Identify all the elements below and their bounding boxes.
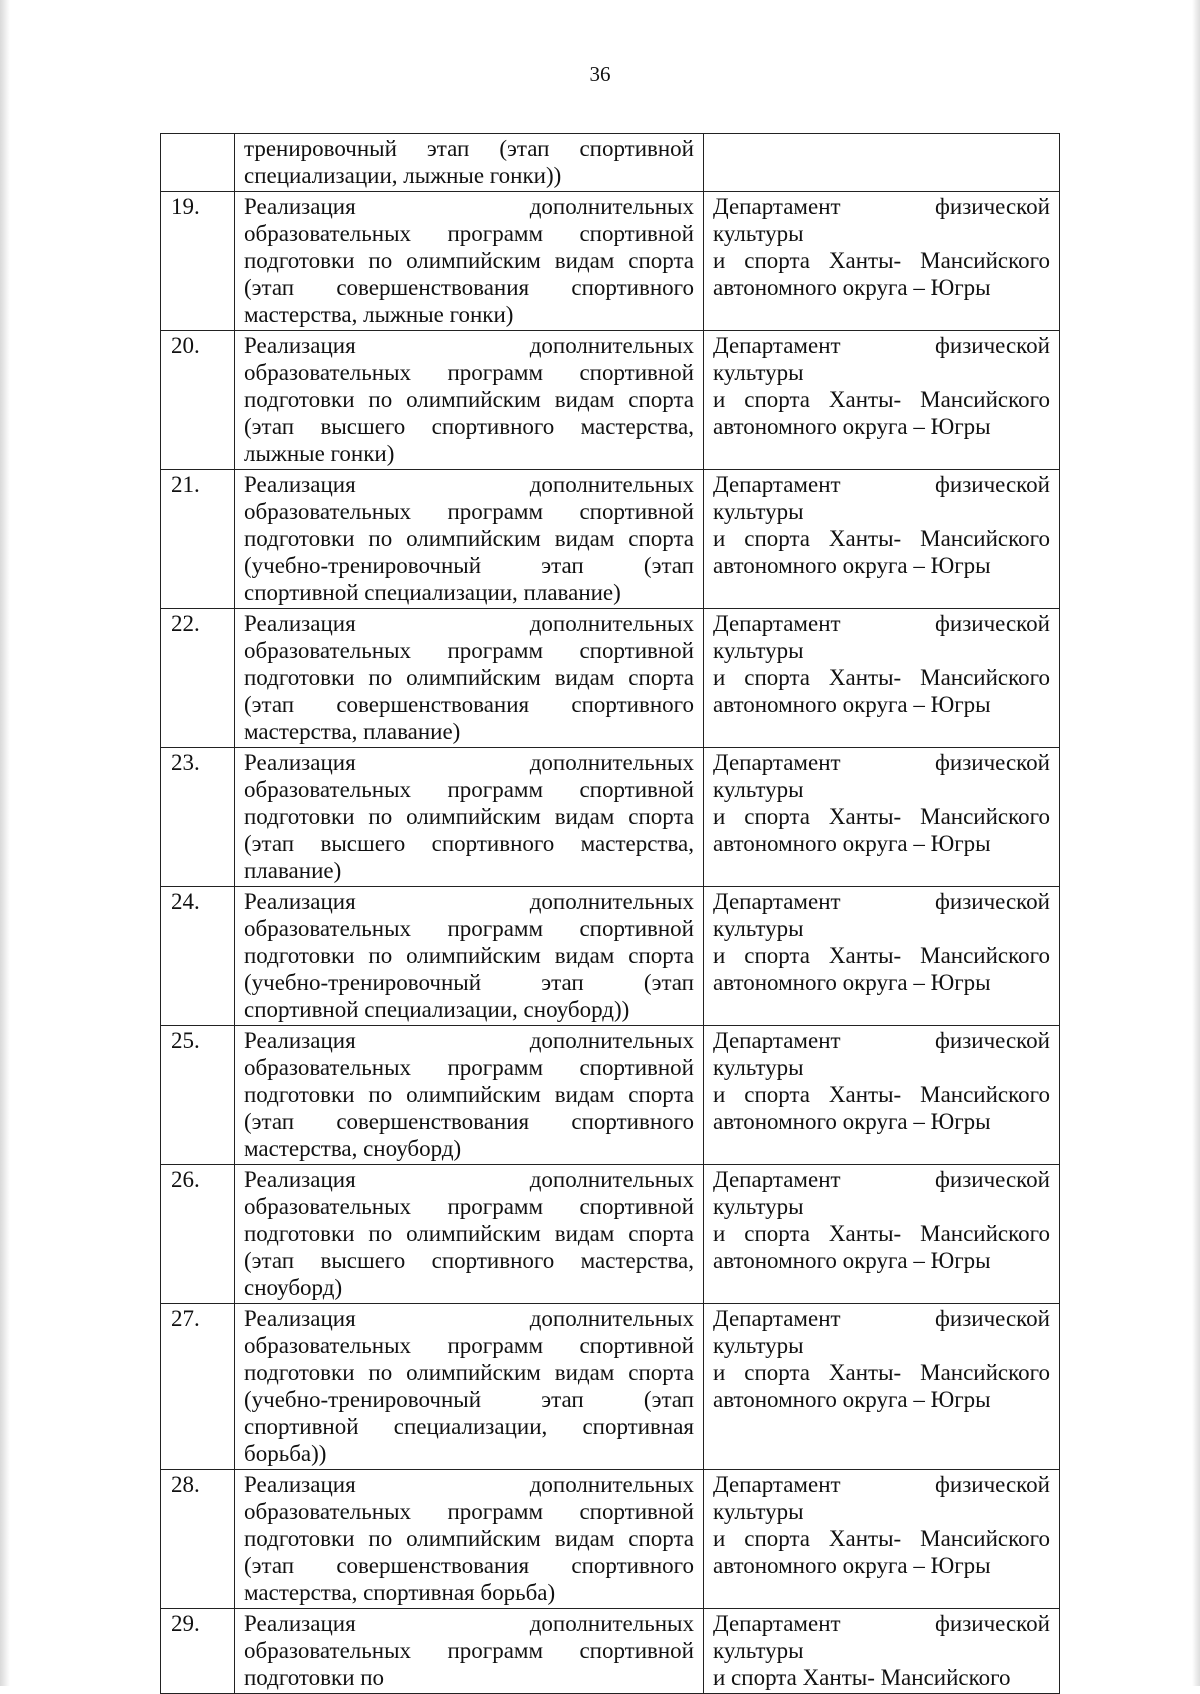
- measure-description: Реализация дополнительных образовательных программ спортивной подготовки по олимпийским видам спорта (этап совершенствования спортивного мастерства, спортивная борьба): [235, 1470, 704, 1609]
- table-row: [161, 748, 1060, 887]
- organization-line: автономного округа – Югры: [713, 553, 991, 578]
- organization-line: и спорта Ханты- Мансийского: [713, 804, 1050, 829]
- organization-line: Департамент физической культуры: [713, 194, 1050, 246]
- measure-description: Реализация дополнительных образовательных программ спортивной подготовки по: [235, 1609, 704, 1694]
- responsible-organization: [704, 1470, 1060, 1609]
- organization-line: и спорта Ханты- Мансийского: [713, 1082, 1050, 1107]
- responsible-organization: [704, 134, 1060, 192]
- organization-line: и спорта Ханты- Мансийского: [713, 1665, 1011, 1690]
- organization-line: Департамент физической культуры: [713, 611, 1050, 663]
- row-number: 19.: [161, 192, 235, 331]
- organization-line: автономного округа – Югры: [713, 1248, 991, 1273]
- organization-line: и спорта Ханты- Мансийского: [713, 1526, 1050, 1551]
- scan-edge-right: [1192, 0, 1200, 1686]
- measure-description: тренировочный этап (этап спортивной специализации, лыжные гонки)): [235, 134, 704, 192]
- organization-line: Департамент физической культуры: [713, 1306, 1050, 1358]
- responsible-organization: [704, 470, 1060, 609]
- organization-line: и спорта Ханты- Мансийского: [713, 1360, 1050, 1385]
- row-number: 29.: [161, 1609, 235, 1694]
- table-row: [161, 887, 1060, 1026]
- organization-line: Департамент физической культуры: [713, 1028, 1050, 1080]
- row-number: [161, 134, 235, 192]
- row-number: 26.: [161, 1165, 235, 1304]
- row-number: 27.: [161, 1304, 235, 1470]
- organization-line: и спорта Ханты- Мансийского: [713, 248, 1050, 273]
- measure-description: Реализация дополнительных образовательных программ спортивной подготовки по олимпийским видам спорта (учебно-тренировочный этап (этап спортивной специализации, спортивная борьба)): [235, 1304, 704, 1470]
- row-number: 28.: [161, 1470, 235, 1609]
- table-row: [161, 1165, 1060, 1304]
- measure-description: Реализация дополнительных образовательных программ спортивной подготовки по олимпийским видам спорта (учебно-тренировочный этап (этап спортивной специализации, сноуборд)): [235, 887, 704, 1026]
- measure-description: Реализация дополнительных образовательных программ спортивной подготовки по олимпийским видам спорта (этап совершенствования спортивного мастерства, лыжные гонки): [235, 192, 704, 331]
- organization-line: и спорта Ханты- Мансийского: [713, 387, 1050, 412]
- row-number: 25.: [161, 1026, 235, 1165]
- organization-line: и спорта Ханты- Мансийского: [713, 943, 1050, 968]
- responsible-organization: [704, 1609, 1060, 1694]
- table-row: [161, 134, 1060, 192]
- responsible-organization: [704, 331, 1060, 470]
- responsible-organization: [704, 1165, 1060, 1304]
- organization-line: автономного округа – Югры: [713, 1553, 991, 1578]
- measure-description: Реализация дополнительных образовательных программ спортивной подготовки по олимпийским видам спорта (этап совершенствования спортивного мастерства, сноуборд): [235, 1026, 704, 1165]
- table-row: [161, 192, 1060, 331]
- organization-line: Департамент физической культуры: [713, 472, 1050, 524]
- measure-description: Реализация дополнительных образовательных программ спортивной подготовки по олимпийским видам спорта (учебно-тренировочный этап (этап спортивной специализации, плавание): [235, 470, 704, 609]
- table-row: [161, 331, 1060, 470]
- measure-description: Реализация дополнительных образовательных программ спортивной подготовки по олимпийским видам спорта (этап совершенствования спортивного мастерства, плавание): [235, 609, 704, 748]
- organization-line: Департамент физической культуры: [713, 1611, 1050, 1663]
- row-number: 24.: [161, 887, 235, 1026]
- responsible-organization: [704, 887, 1060, 1026]
- organization-line: автономного округа – Югры: [713, 1109, 991, 1134]
- table-row: [161, 1304, 1060, 1470]
- organization-line: Департамент физической культуры: [713, 750, 1050, 802]
- measure-description: Реализация дополнительных образовательных программ спортивной подготовки по олимпийским видам спорта (этап высшего спортивного мастерства, плавание): [235, 748, 704, 887]
- organization-line: автономного округа – Югры: [713, 275, 991, 300]
- responsible-organization: [704, 609, 1060, 748]
- organization-line: Департамент физической культуры: [713, 1167, 1050, 1219]
- responsible-organization: [704, 1304, 1060, 1470]
- responsible-organization: [704, 192, 1060, 331]
- responsible-organization: [704, 1026, 1060, 1165]
- measure-description: Реализация дополнительных образовательных программ спортивной подготовки по олимпийским видам спорта (этап высшего спортивного мастерства, сноуборд): [235, 1165, 704, 1304]
- organization-line: автономного округа – Югры: [713, 970, 991, 995]
- row-number: 23.: [161, 748, 235, 887]
- scan-edge-left: [0, 0, 10, 1686]
- organization-line: автономного округа – Югры: [713, 1387, 991, 1412]
- row-number: 21.: [161, 470, 235, 609]
- organization-line: Департамент физической культуры: [713, 1472, 1050, 1524]
- table-row: [161, 609, 1060, 748]
- measures-table: [160, 133, 1060, 1694]
- organization-line: и спорта Ханты- Мансийского: [713, 526, 1050, 551]
- organization-line: и спорта Ханты- Мансийского: [713, 1221, 1050, 1246]
- organization-line: Департамент физической культуры: [713, 889, 1050, 941]
- row-number: 20.: [161, 331, 235, 470]
- table-row: [161, 1470, 1060, 1609]
- table-row: [161, 470, 1060, 609]
- table-row: [161, 1026, 1060, 1165]
- organization-line: автономного округа – Югры: [713, 831, 991, 856]
- organization-line: Департамент физической культуры: [713, 333, 1050, 385]
- table-body: [161, 134, 1060, 1694]
- row-number: 22.: [161, 609, 235, 748]
- responsible-organization: [704, 748, 1060, 887]
- organization-line: автономного округа – Югры: [713, 414, 991, 439]
- page-number: 36: [589, 62, 611, 86]
- measure-description: Реализация дополнительных образовательных программ спортивной подготовки по олимпийским видам спорта (этап высшего спортивного мастерства, лыжные гонки): [235, 331, 704, 470]
- table-row: [161, 1609, 1060, 1694]
- organization-line: автономного округа – Югры: [713, 692, 991, 717]
- organization-line: и спорта Ханты- Мансийского: [713, 665, 1050, 690]
